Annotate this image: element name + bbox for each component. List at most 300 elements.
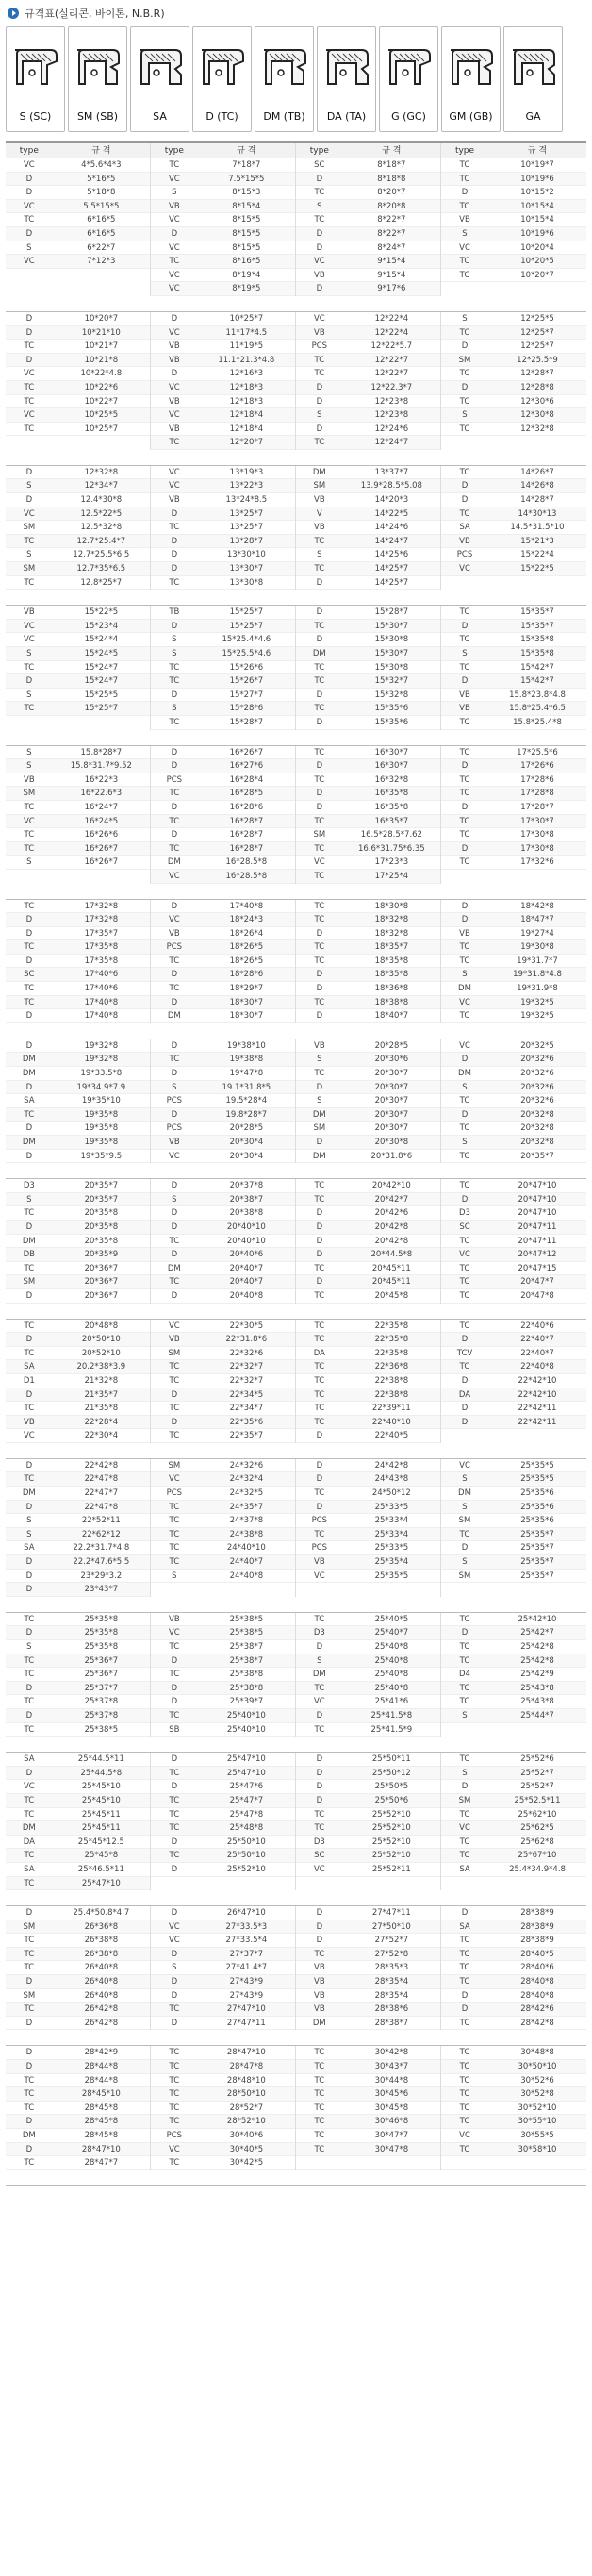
- cell-spec: 8*20*8: [377, 201, 406, 211]
- cell-type: D: [25, 1710, 33, 1720]
- table-row: [151, 1948, 295, 1962]
- cell-type: VC: [168, 242, 180, 253]
- cell-type: D: [461, 1335, 469, 1345]
- table-row: [151, 2087, 295, 2102]
- cell-type: VB: [169, 928, 180, 939]
- cell-spec: 16*30*7: [374, 761, 409, 772]
- cell-spec: 15*35*6: [374, 704, 409, 714]
- cell-type: D: [316, 1642, 323, 1652]
- cell-spec: 15*42*7: [520, 662, 554, 673]
- cell-spec: 12*30*6: [520, 396, 554, 407]
- cell-type: V: [316, 508, 322, 519]
- cell-type: VC: [23, 621, 35, 631]
- cell-type: VB: [169, 341, 180, 352]
- seal-type-label: GM (GB): [449, 110, 493, 123]
- table-row: [441, 1179, 586, 1193]
- cell-spec: 12*16*3: [229, 369, 264, 379]
- table-row: [151, 716, 295, 730]
- cell-spec: 28*38*9: [520, 1936, 554, 1946]
- table-row: [441, 1863, 586, 1877]
- cell-spec: 15*30*7: [374, 621, 409, 631]
- cell-type: TC: [24, 536, 35, 546]
- cell-spec: 20*31.8*6: [370, 1151, 413, 1161]
- table-row: [151, 1570, 295, 1584]
- cell-spec: 17*40*6: [84, 970, 119, 980]
- cell-type: D: [25, 1151, 33, 1161]
- seal-type-card: [68, 26, 127, 132]
- cell-type: TC: [314, 915, 325, 925]
- cell-type: SM: [313, 1123, 326, 1134]
- cell-spec: 25*45*11: [81, 1809, 121, 1820]
- cell-spec: 27*43*9: [229, 1977, 264, 1987]
- cell-type: TC: [314, 901, 325, 911]
- cell-type: VC: [168, 1321, 180, 1331]
- cell-type: D: [461, 481, 469, 491]
- cell-spec: 28*40*8: [520, 1977, 554, 1987]
- table-row: [441, 213, 586, 227]
- cell-type: D: [316, 1502, 323, 1512]
- cell-spec: 25*42*9: [520, 1670, 554, 1680]
- table-row: [6, 1794, 150, 1808]
- cell-spec: 15*35*7: [520, 621, 554, 631]
- cell-type: S: [26, 857, 32, 868]
- cell-type: TC: [24, 984, 35, 994]
- cell-type: TC: [24, 704, 35, 714]
- cell-type: D: [171, 1655, 178, 1666]
- table-row: [6, 1081, 150, 1095]
- cell-type: D: [316, 1460, 323, 1471]
- table-row: [441, 927, 586, 941]
- cell-spec: 22*47*8: [84, 1474, 119, 1485]
- cell-type: TC: [314, 747, 325, 757]
- cell-spec: 20*47*11: [518, 1236, 557, 1246]
- cell-spec: 24*32*4: [229, 1474, 264, 1485]
- cell-spec: 20*42*8: [374, 1236, 409, 1246]
- cell-type: VC: [168, 871, 180, 881]
- cell-type: D: [25, 2018, 33, 2028]
- cell-spec: 27*47*11: [371, 1908, 411, 1919]
- cell-type: SA: [459, 1864, 470, 1874]
- cell-spec: 20*45*11: [371, 1263, 411, 1273]
- cell-type: TC: [314, 662, 325, 673]
- cell-type: SM: [23, 789, 36, 799]
- cell-spec: 25*38*5: [229, 1614, 264, 1624]
- table-row: [296, 955, 440, 969]
- cell-type: VC: [313, 313, 325, 324]
- table-row: [296, 1668, 440, 1682]
- cell-type: D: [25, 1222, 33, 1232]
- table-row: [6, 674, 150, 689]
- spec-table-column: [151, 466, 296, 590]
- cell-spec: 20*32*6: [520, 1082, 554, 1092]
- cell-type: S: [317, 410, 322, 421]
- cell-spec: 10*19*6: [520, 228, 554, 239]
- cell-type: D: [25, 956, 33, 966]
- table-row: [6, 493, 150, 507]
- table-row: [151, 1179, 295, 1193]
- table-row: [6, 1472, 150, 1487]
- cell-type: TC: [314, 1529, 325, 1539]
- cell-type: TC: [169, 1809, 180, 1820]
- table-row: [296, 1934, 440, 1948]
- spec-table-column: [6, 1753, 151, 1890]
- cell-spec: 20*40*8: [229, 1290, 264, 1301]
- cell-type: TC: [314, 956, 325, 966]
- cell-spec: 26*47*10: [226, 1908, 266, 1919]
- cell-spec: 15*32*7: [374, 676, 409, 687]
- spec-table-group: [6, 1179, 586, 1319]
- table-row: [6, 927, 150, 941]
- cell-spec: 25*52*10: [371, 1851, 411, 1861]
- cell-spec: 20*42*10: [371, 1181, 411, 1191]
- cell-spec: 10*25*7: [84, 424, 119, 434]
- cell-spec: 10*15*2: [520, 188, 554, 198]
- cell-type: S: [462, 228, 468, 239]
- cell-spec: 23*29*3.2: [80, 1571, 123, 1581]
- table-row: [6, 1262, 150, 1276]
- table-row: [296, 1528, 440, 1542]
- spec-table-column: [151, 1906, 296, 2030]
- cell-type: TC: [24, 1936, 35, 1946]
- cell-type: TCV: [456, 1348, 473, 1358]
- cell-type: D: [171, 228, 178, 239]
- cell-spec: 22*47*8: [84, 1502, 119, 1512]
- cell-spec: 20*36*7: [84, 1263, 119, 1273]
- table-row: [6, 507, 150, 522]
- cell-type: TC: [314, 536, 325, 546]
- table-row: [6, 521, 150, 535]
- cell-type: TC: [169, 2089, 180, 2100]
- cell-type: VB: [169, 201, 180, 211]
- cell-spec: 8*24*7: [377, 242, 406, 253]
- seal-profile-icon: [72, 41, 124, 93]
- table-row: [296, 521, 440, 535]
- seal-profile-icon: [258, 41, 311, 93]
- cell-spec: 24*40*10: [226, 1543, 266, 1554]
- cell-spec: 16*28.5*8: [225, 871, 268, 881]
- spec-table-column: [441, 1906, 586, 2030]
- cell-type: D: [25, 2062, 33, 2072]
- cell-spec: 17*25*4: [374, 871, 409, 881]
- cell-type: VB: [24, 607, 35, 618]
- cell-spec: 25*35*5: [520, 1474, 554, 1485]
- table-row: [296, 1989, 440, 2003]
- table-row: [6, 2017, 150, 2031]
- cell-type: TC: [24, 1404, 35, 1414]
- cell-spec: 15*25*5: [84, 690, 119, 700]
- table-row: [296, 1948, 440, 1962]
- table-row: [151, 381, 295, 395]
- table-row: [296, 1920, 440, 1935]
- table-row: [6, 996, 150, 1010]
- table-row: [6, 423, 150, 437]
- table-row: [6, 1961, 150, 1975]
- cell-type: D: [171, 1908, 178, 1919]
- spec-table-body: [6, 158, 586, 2186]
- cell-type: D: [316, 1936, 323, 1946]
- cell-spec: 19*35*10: [81, 1096, 121, 1106]
- spec-table-column: [296, 1320, 441, 1443]
- cell-spec: 25*47*10: [81, 1878, 121, 1888]
- table-row: [441, 2102, 586, 2116]
- cell-spec: 16*26*7: [84, 843, 119, 854]
- cell-spec: 19*35*8: [84, 1123, 119, 1134]
- table-row: [6, 562, 150, 576]
- cell-spec: 28*42*9: [84, 2048, 119, 2058]
- cell-type: TC: [459, 857, 470, 868]
- cell-spec: 10*25*7: [229, 313, 264, 324]
- cell-type: VC: [459, 997, 470, 1007]
- cell-spec: 22*42*11: [518, 1417, 557, 1427]
- table-row: [296, 255, 440, 269]
- cell-spec: 9*17*6: [377, 284, 406, 294]
- cell-spec: 18*35*8: [374, 956, 409, 966]
- cell-spec: 25*33*4: [374, 1529, 409, 1539]
- cell-type: TC: [459, 1236, 470, 1246]
- cell-type: VC: [459, 1823, 470, 1834]
- table-row: [296, 200, 440, 214]
- table-row: [6, 1067, 150, 1081]
- table-row: [441, 1808, 586, 1822]
- table-row: [6, 828, 150, 842]
- spec-table-column: [441, 466, 586, 590]
- cell-spec: 22*42*10: [518, 1375, 557, 1386]
- table-row: [296, 1780, 440, 1794]
- cell-spec: 19*34.9*7.9: [76, 1082, 126, 1092]
- cell-type: TC: [169, 1529, 180, 1539]
- col-header-spec: 규 격: [527, 146, 548, 156]
- cell-spec: 25*33*5: [374, 1502, 409, 1512]
- cell-type: VB: [169, 1335, 180, 1345]
- cell-spec: 19*35*9.5: [80, 1151, 123, 1161]
- table-row: [151, 2102, 295, 2116]
- cell-spec: 19*35*8: [84, 1138, 119, 1147]
- cell-type: TC: [459, 830, 470, 840]
- section-header: [0, 0, 592, 26]
- cell-spec: 25*50*6: [374, 1795, 409, 1805]
- cell-spec: 12*28*7: [520, 369, 554, 379]
- cell-spec: 24*32*5: [229, 1488, 264, 1499]
- cell-type: VC: [168, 915, 180, 925]
- cell-type: SA: [24, 1754, 35, 1765]
- cell-type: TC: [169, 577, 180, 588]
- cell-type: D: [25, 928, 33, 939]
- table-row: [6, 173, 150, 187]
- cell-type: VB: [314, 495, 325, 506]
- cell-spec: 25*52*10: [371, 1809, 411, 1820]
- table-row: [6, 815, 150, 829]
- table-row: [296, 479, 440, 493]
- cell-type: TC: [459, 2089, 470, 2100]
- cell-type: VB: [459, 690, 470, 700]
- cell-spec: 25*38*5: [84, 1724, 119, 1735]
- cell-spec: 14*26*7: [520, 467, 554, 477]
- table-row: [441, 1347, 586, 1361]
- table-row: [441, 312, 586, 326]
- cell-spec: 22*32*7: [229, 1362, 264, 1372]
- cell-spec: 15*25.4*4.6: [222, 635, 271, 645]
- cell-type: D: [316, 382, 323, 392]
- cell-spec: 8*22*7: [377, 215, 406, 225]
- cell-type: DM: [458, 1488, 471, 1499]
- cell-spec: 25*50*11: [371, 1754, 411, 1765]
- cell-type: TC: [459, 1151, 470, 1161]
- cell-spec: 19*32*5: [520, 1011, 554, 1022]
- table-row: [296, 1416, 440, 1430]
- cell-type: D: [171, 536, 178, 546]
- cell-spec: 16*28*7: [229, 830, 264, 840]
- cell-type: D: [461, 2004, 469, 2015]
- cell-type: S: [26, 1194, 32, 1205]
- table-row: [6, 759, 150, 773]
- cell-spec: 20*45*8: [374, 1290, 409, 1301]
- spec-table-column: [441, 606, 586, 729]
- cell-type: TC: [169, 956, 180, 966]
- cell-spec: 28*38*9: [520, 1921, 554, 1932]
- spec-table-column: [441, 158, 586, 296]
- cell-type: TC: [24, 341, 35, 352]
- cell-spec: 12*18*3: [229, 396, 264, 407]
- cell-spec: 25.4*50.8*4.7: [73, 1908, 130, 1919]
- table-row: [151, 479, 295, 493]
- table-row: [441, 507, 586, 522]
- bullet-arrow-icon: [8, 8, 19, 19]
- cell-type: D: [461, 915, 469, 925]
- cell-spec: 28*47*7: [84, 2158, 119, 2169]
- cell-type: TC: [314, 843, 325, 854]
- cell-type: S: [26, 242, 32, 253]
- cell-type: VC: [168, 174, 180, 184]
- table-row: [6, 408, 150, 423]
- cell-type: TC: [459, 1683, 470, 1693]
- cell-spec: 26*36*8: [84, 1921, 119, 1932]
- spec-table-group: [6, 1613, 586, 1753]
- cell-type: TC: [169, 1431, 180, 1441]
- table-row: [6, 1626, 150, 1640]
- cell-type: D: [316, 1208, 323, 1219]
- table-row: [296, 326, 440, 341]
- cell-type: SC: [24, 970, 35, 980]
- table-row: [151, 633, 295, 647]
- cell-spec: 25*38*8: [229, 1683, 264, 1693]
- table-row: [441, 1416, 586, 1430]
- table-row: [296, 1821, 440, 1836]
- cell-spec: 16*24*7: [84, 802, 119, 812]
- cell-spec: 19*30*8: [520, 942, 554, 953]
- cell-type: D: [171, 830, 178, 840]
- cell-type: VC: [313, 1571, 325, 1581]
- table-row: [151, 200, 295, 214]
- table-row: [6, 1989, 150, 2003]
- cell-type: SM: [458, 1516, 471, 1526]
- cell-spec: 18*32*8: [374, 928, 409, 939]
- cell-spec: 27*33.5*3: [225, 1921, 268, 1932]
- table-row: [151, 1626, 295, 1640]
- table-row: [441, 1360, 586, 1374]
- table-row: [151, 395, 295, 409]
- table-row: [441, 2017, 586, 2031]
- cell-type: TC: [459, 1949, 470, 1959]
- cell-type: TC: [459, 1096, 470, 1106]
- cell-spec: 19.8*28*7: [225, 1109, 268, 1120]
- cell-type: TC: [314, 1321, 325, 1331]
- cell-spec: 8*15*4: [232, 201, 261, 211]
- table-row: [441, 606, 586, 620]
- table-row: [441, 716, 586, 730]
- table-row: [296, 423, 440, 437]
- cell-type: D: [316, 1754, 323, 1765]
- table-row: [441, 493, 586, 507]
- table-row: [6, 381, 150, 395]
- cell-type: D: [25, 1082, 33, 1092]
- cell-type: TC: [314, 1194, 325, 1205]
- cell-type: TC: [169, 662, 180, 673]
- cell-type: TC: [314, 1683, 325, 1693]
- table-row: [441, 241, 586, 256]
- table-row: [6, 1416, 150, 1430]
- cell-type: SM: [23, 523, 36, 533]
- spec-table-column: [151, 312, 296, 450]
- cell-type: VC: [313, 857, 325, 868]
- cell-type: TC: [459, 2062, 470, 2072]
- cell-spec: 12*24*7: [374, 438, 409, 448]
- cell-spec: 19.1*31.8*5: [222, 1082, 271, 1092]
- table-row: [296, 1275, 440, 1289]
- cell-spec: 25*37*8: [84, 1697, 119, 1707]
- cell-spec: 16*22.6*3: [80, 789, 123, 799]
- cell-spec: 16*32*8: [374, 774, 409, 785]
- table-row: [441, 1668, 586, 1682]
- table-row: [151, 408, 295, 423]
- cell-type: D: [461, 901, 469, 911]
- cell-spec: 18*36*8: [374, 984, 409, 994]
- cell-type: S: [462, 1082, 468, 1092]
- cell-type: TC: [314, 1362, 325, 1372]
- cell-type: TC: [169, 1710, 180, 1720]
- table-row: [6, 1347, 150, 1361]
- table-row: [151, 340, 295, 354]
- cell-spec: 13*25*7: [229, 523, 264, 533]
- cell-type: D: [171, 564, 178, 574]
- table-row: [6, 1767, 150, 1781]
- table-row: [151, 354, 295, 368]
- table-row: [151, 282, 295, 296]
- cell-type: SM: [458, 1571, 471, 1581]
- spec-table-group: [6, 1320, 586, 1459]
- cell-spec: 6*16*5: [87, 215, 116, 225]
- seal-profile-icon: [9, 41, 62, 93]
- spec-table-column: [6, 1320, 151, 1443]
- table-row: [6, 1570, 150, 1584]
- table-row: [441, 1374, 586, 1388]
- spec-table-column: [441, 1753, 586, 1890]
- table-row: [6, 633, 150, 647]
- table-row: [296, 1863, 440, 1877]
- cell-spec: 13*24*8.5: [225, 495, 268, 506]
- table-row: [441, 186, 586, 200]
- table-row: [296, 1388, 440, 1403]
- table-row: [441, 1961, 586, 1975]
- table-row: [151, 1009, 295, 1023]
- cell-type: D: [25, 355, 33, 365]
- cell-type: SM: [313, 481, 326, 491]
- cell-spec: 25*67*10: [518, 1851, 557, 1861]
- table-row: [296, 773, 440, 788]
- cell-spec: 16*26*7: [229, 747, 264, 757]
- spec-table-column: [6, 1179, 151, 1303]
- cell-type: VC: [168, 215, 180, 225]
- table-row: [296, 633, 440, 647]
